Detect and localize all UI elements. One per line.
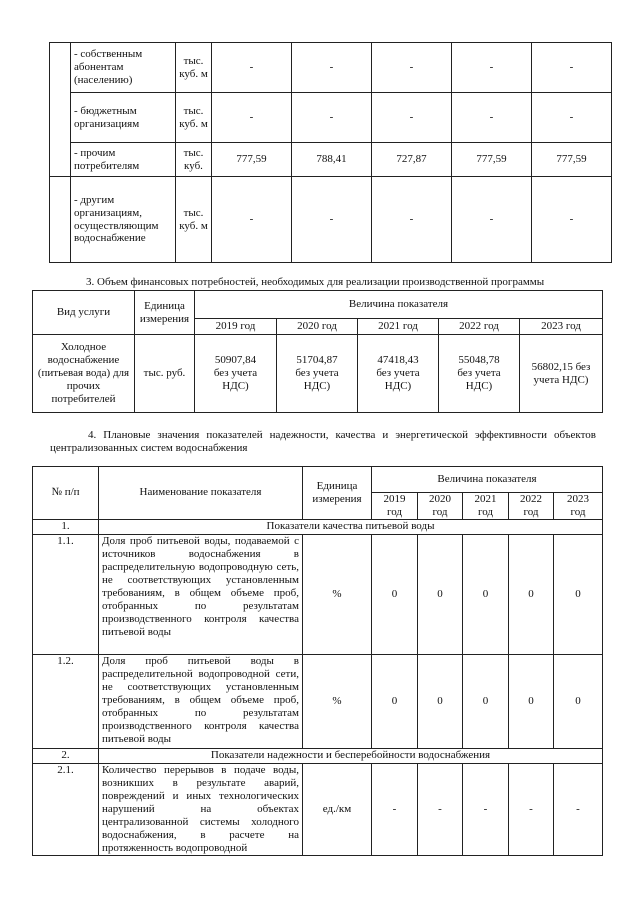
cell-value: -: [212, 93, 292, 143]
cell-value: 0: [372, 534, 418, 654]
row-unit: тыс. куб. м: [176, 43, 212, 93]
cell-value: -: [372, 763, 418, 855]
cell-value: -: [554, 763, 603, 855]
header-service: Вид услуги: [33, 291, 135, 335]
year-header: 2022 год: [439, 319, 520, 335]
row-unit: ед./км: [303, 763, 372, 855]
cell-value: 777,59: [452, 143, 532, 177]
row-num: 1.1.: [33, 534, 99, 654]
indicator-name: Количество перерывов в подаче воды, возникших в результате аварий, повреждений и иных технологических нарушений на объектах централизованной системы холодного водоснабжения, в расчете на протяженность водопроводной: [99, 763, 303, 855]
section-4-title: 4. Плановые значения показателей надежности, качества и энергетической эффективности объектов централизованных систем водоснабжения: [50, 429, 596, 454]
row-label: - бюджетным организациям: [71, 93, 176, 143]
year-header: 2019 год: [195, 319, 277, 335]
year-header: 2020 год: [418, 493, 463, 520]
cell-value: 50907,84 без учета НДС): [195, 335, 277, 413]
table-row: [50, 177, 612, 263]
row-num: 1.2.: [33, 654, 99, 748]
cell-value: -: [532, 93, 612, 143]
cell-value: -: [452, 93, 532, 143]
cell-value: -: [452, 43, 532, 93]
row-label: - прочим потребителям: [71, 143, 176, 177]
cell-value: 0: [418, 534, 463, 654]
section-3-title: 3. Объем финансовых потребностей, необходимых для реализации производственной программы: [86, 276, 545, 288]
header-num: № п/п: [33, 467, 99, 520]
group-row: [33, 748, 603, 763]
cell-value: -: [452, 177, 532, 263]
service-unit: тыс. руб.: [135, 335, 195, 413]
cell-value: -: [212, 177, 292, 263]
cell-value: -: [463, 763, 509, 855]
header-unit: Единица измерения: [303, 467, 372, 520]
row-unit: тыс. куб. м: [176, 177, 212, 263]
row-unit: тыс. куб.: [176, 143, 212, 177]
financial-needs-table: [32, 290, 603, 413]
header-name: Наименование показателя: [99, 467, 303, 520]
cell-value: -: [292, 93, 372, 143]
cell-value: 55048,78 без учета НДС): [439, 335, 520, 413]
cell-value: 47418,43 без учета НДС): [358, 335, 439, 413]
cell-value: 788,41: [292, 143, 372, 177]
cell-value: -: [532, 177, 612, 263]
cell-value: -: [292, 43, 372, 93]
row-unit: %: [303, 534, 372, 654]
supply-volume-table: [49, 42, 612, 263]
table-row: [33, 335, 603, 413]
cell-value: 0: [554, 654, 603, 748]
indicator-name: Доля проб питьевой воды в распределительной водопроводной сети, не соответствующих установленным требованиям, в общем объеме проб, отобранных по результатам производственного контроля качества питьевой воды: [99, 654, 303, 748]
cell-value: 0: [554, 534, 603, 654]
table-header-row: [33, 467, 603, 493]
row-unit: %: [303, 654, 372, 748]
table-row: [50, 143, 612, 177]
cell-value: 56802,15 без учета НДС): [520, 335, 603, 413]
cell-value: 0: [509, 654, 554, 748]
header-value: Величина показателя: [372, 467, 603, 493]
cell-value: -: [372, 93, 452, 143]
cell-value: 0: [418, 654, 463, 748]
cell-value: -: [509, 763, 554, 855]
group-title: Показатели надежности и бесперебойности водоснабжения: [99, 748, 603, 763]
service-name: Холодное водоснабжение (питьевая вода) для прочих потребителей: [33, 335, 135, 413]
cell-value: 51704,87 без учета НДС): [277, 335, 358, 413]
row-unit: тыс. куб. м: [176, 93, 212, 143]
year-header: 2020 год: [277, 319, 358, 335]
cell-value: 0: [372, 654, 418, 748]
year-header: 2019 год: [372, 493, 418, 520]
header-unit: Единица измерения: [135, 291, 195, 335]
reliability-indicators-table: [32, 466, 603, 856]
year-header: 2021 год: [358, 319, 439, 335]
table-header-row: [33, 291, 603, 319]
row-label: - другим организациям, осуществляющим водоснабжение: [71, 177, 176, 263]
group-title: Показатели качества питьевой воды: [99, 519, 603, 534]
group-num: 1.: [33, 519, 99, 534]
cell-value: -: [212, 43, 292, 93]
table-row: [33, 763, 603, 855]
year-header: 2023 год: [554, 493, 603, 520]
cell-value: 0: [509, 534, 554, 654]
cell-value: 777,59: [532, 143, 612, 177]
table-row: [50, 93, 612, 143]
year-header: 2023 год: [520, 319, 603, 335]
table-row: [33, 534, 603, 654]
cell-value: 0: [463, 654, 509, 748]
table-row: [33, 654, 603, 748]
group-row: [33, 519, 603, 534]
table-row: [50, 43, 612, 93]
indicator-name: Доля проб питьевой воды, подаваемой с источников водоснабжения в распределительную водопроводную сеть, не соответствующих установленным требованиям, в общем объеме проб, отобранных по результатам производственного контроля качества питьевой воды: [99, 534, 303, 654]
cell-value: -: [372, 43, 452, 93]
group-num: 2.: [33, 748, 99, 763]
cell-value: -: [372, 177, 452, 263]
header-value: Величина показателя: [195, 291, 603, 319]
cell-value: 727,87: [372, 143, 452, 177]
cell-value: 0: [463, 534, 509, 654]
row-num: 2.1.: [33, 763, 99, 855]
year-header: 2022 год: [509, 493, 554, 520]
cell-value: -: [418, 763, 463, 855]
year-header: 2021 год: [463, 493, 509, 520]
row-label: - собственным абонентам (населению): [71, 43, 176, 93]
cell-value: -: [532, 43, 612, 93]
cell-value: 777,59: [212, 143, 292, 177]
cell-value: -: [292, 177, 372, 263]
